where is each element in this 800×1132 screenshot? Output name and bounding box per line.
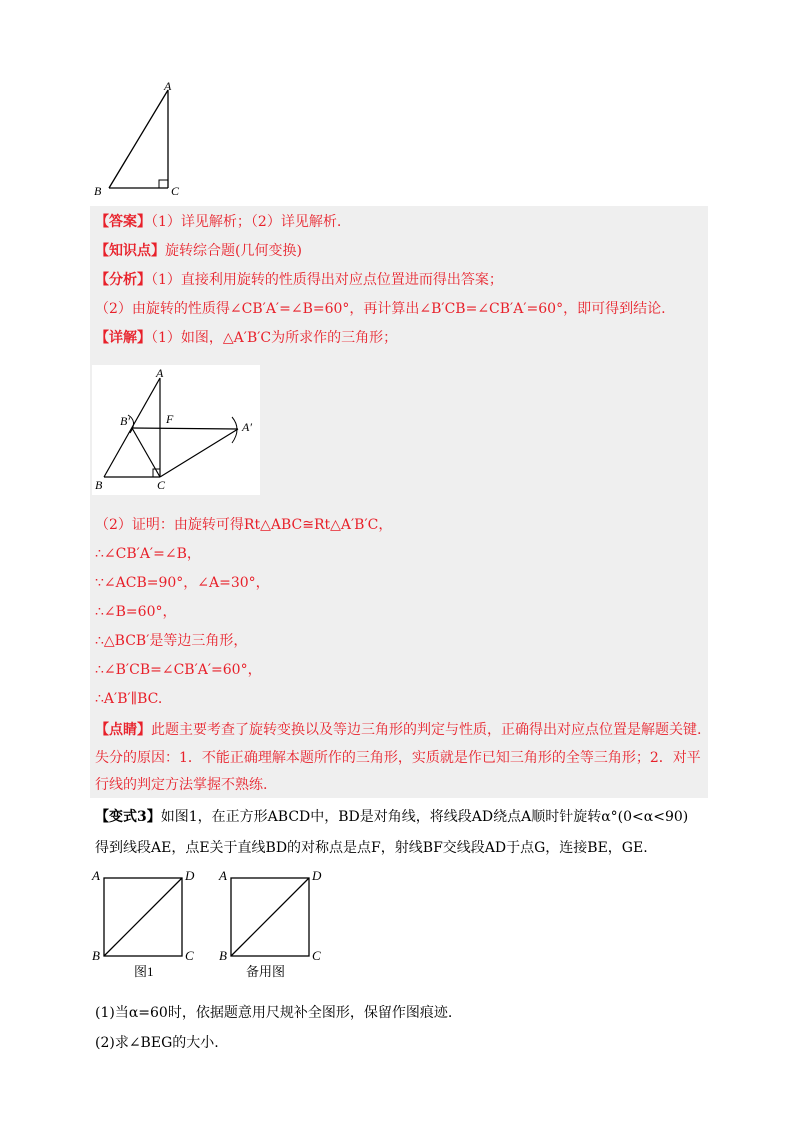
caption-spare: 备用图	[246, 964, 286, 979]
sq2-label-b: B	[219, 948, 227, 963]
variant-line-1: 【变式3】如图1，在正方形ABCD中，BD是对角线，将线段AD绕点A顺时针旋转α°(0<α<90)	[95, 809, 689, 825]
label-b: B	[94, 184, 102, 198]
label-a-prime: A′	[242, 420, 252, 434]
sq1-label-a: A	[92, 868, 100, 883]
sq2-label-a: A	[219, 868, 227, 883]
proof-line-2: ∴∠CB′A′=∠B，	[95, 546, 201, 562]
analysis-line-1: 【分析】（1）直接利用旋转的性质得出对应点位置进而得出答案；	[95, 272, 503, 288]
proof-line-4: ∴∠B=60°，	[95, 604, 177, 620]
comment-line-1: 【点睛】此题主要考查了旋转变换以及等边三角形的判定与性质，正确得出对应点位置是解题关键.	[95, 722, 702, 738]
question-1: (1)当α=60时，依据题意用尺规补全图形，保留作图痕迹.	[95, 1005, 453, 1021]
proof-line-7: ∴A′B′∥BC.	[95, 691, 163, 707]
comment-line-3: 行线的判定方法掌握不熟练.	[95, 777, 268, 793]
label-a: A	[164, 79, 172, 93]
sq1-label-c: C	[185, 948, 194, 963]
label-a: A	[156, 366, 164, 380]
triangle-figure	[90, 78, 190, 200]
question-2: (2)求∠BEG的大小.	[95, 1035, 219, 1051]
knowledge-line: 【知识点】旋转综合题(几何变换)	[95, 243, 302, 259]
proof-line-1: （2）证明：由旋转可得Rt△ABC≅Rt△A′B′C，	[95, 517, 393, 533]
analysis-line-2: （2）由旋转的性质得∠CB′A′=∠B=60°，再计算出∠B′CB=∠CB′A′=60°，即可得到结论.	[95, 301, 666, 317]
squares-figure	[88, 862, 338, 984]
proof-line-3: ∵∠ACB=90°，∠A=30°，	[95, 575, 270, 591]
sq2-label-d: D	[312, 868, 322, 883]
answer-line: 【答案】（1）详见解析；（2）详见解析.	[95, 214, 342, 230]
sq1-label-b: B	[92, 948, 100, 963]
proof-line-5: ∴△BCB′是等边三角形，	[95, 633, 248, 649]
detail-line: 【详解】（1）如图，△A′B′C为所求作的三角形；	[95, 330, 398, 346]
solution-panel	[90, 206, 708, 798]
sq2-label-c: C	[312, 948, 321, 963]
comment-line-2: 失分的原因：1．不能正确理解本题所作的三角形，实质就是作已知三角形的全等三角形；2．对平	[95, 750, 701, 766]
proof-line-6: ∴∠B′CB=∠CB′A′=60°，	[95, 662, 262, 678]
label-f: F	[166, 412, 174, 426]
label-b: B	[95, 478, 103, 492]
caption-fig1: 图1	[134, 964, 154, 979]
label-c: C	[157, 478, 166, 492]
variant-line-2: 得到线段AE，点E关于直线BD的对称点是点F，射线BF交线段AD于点G，连接BE，GE.	[95, 840, 648, 856]
label-c: C	[171, 184, 180, 198]
label-b-prime: B′	[120, 414, 130, 428]
sq1-label-d: D	[185, 868, 195, 883]
construction-figure	[92, 365, 260, 495]
